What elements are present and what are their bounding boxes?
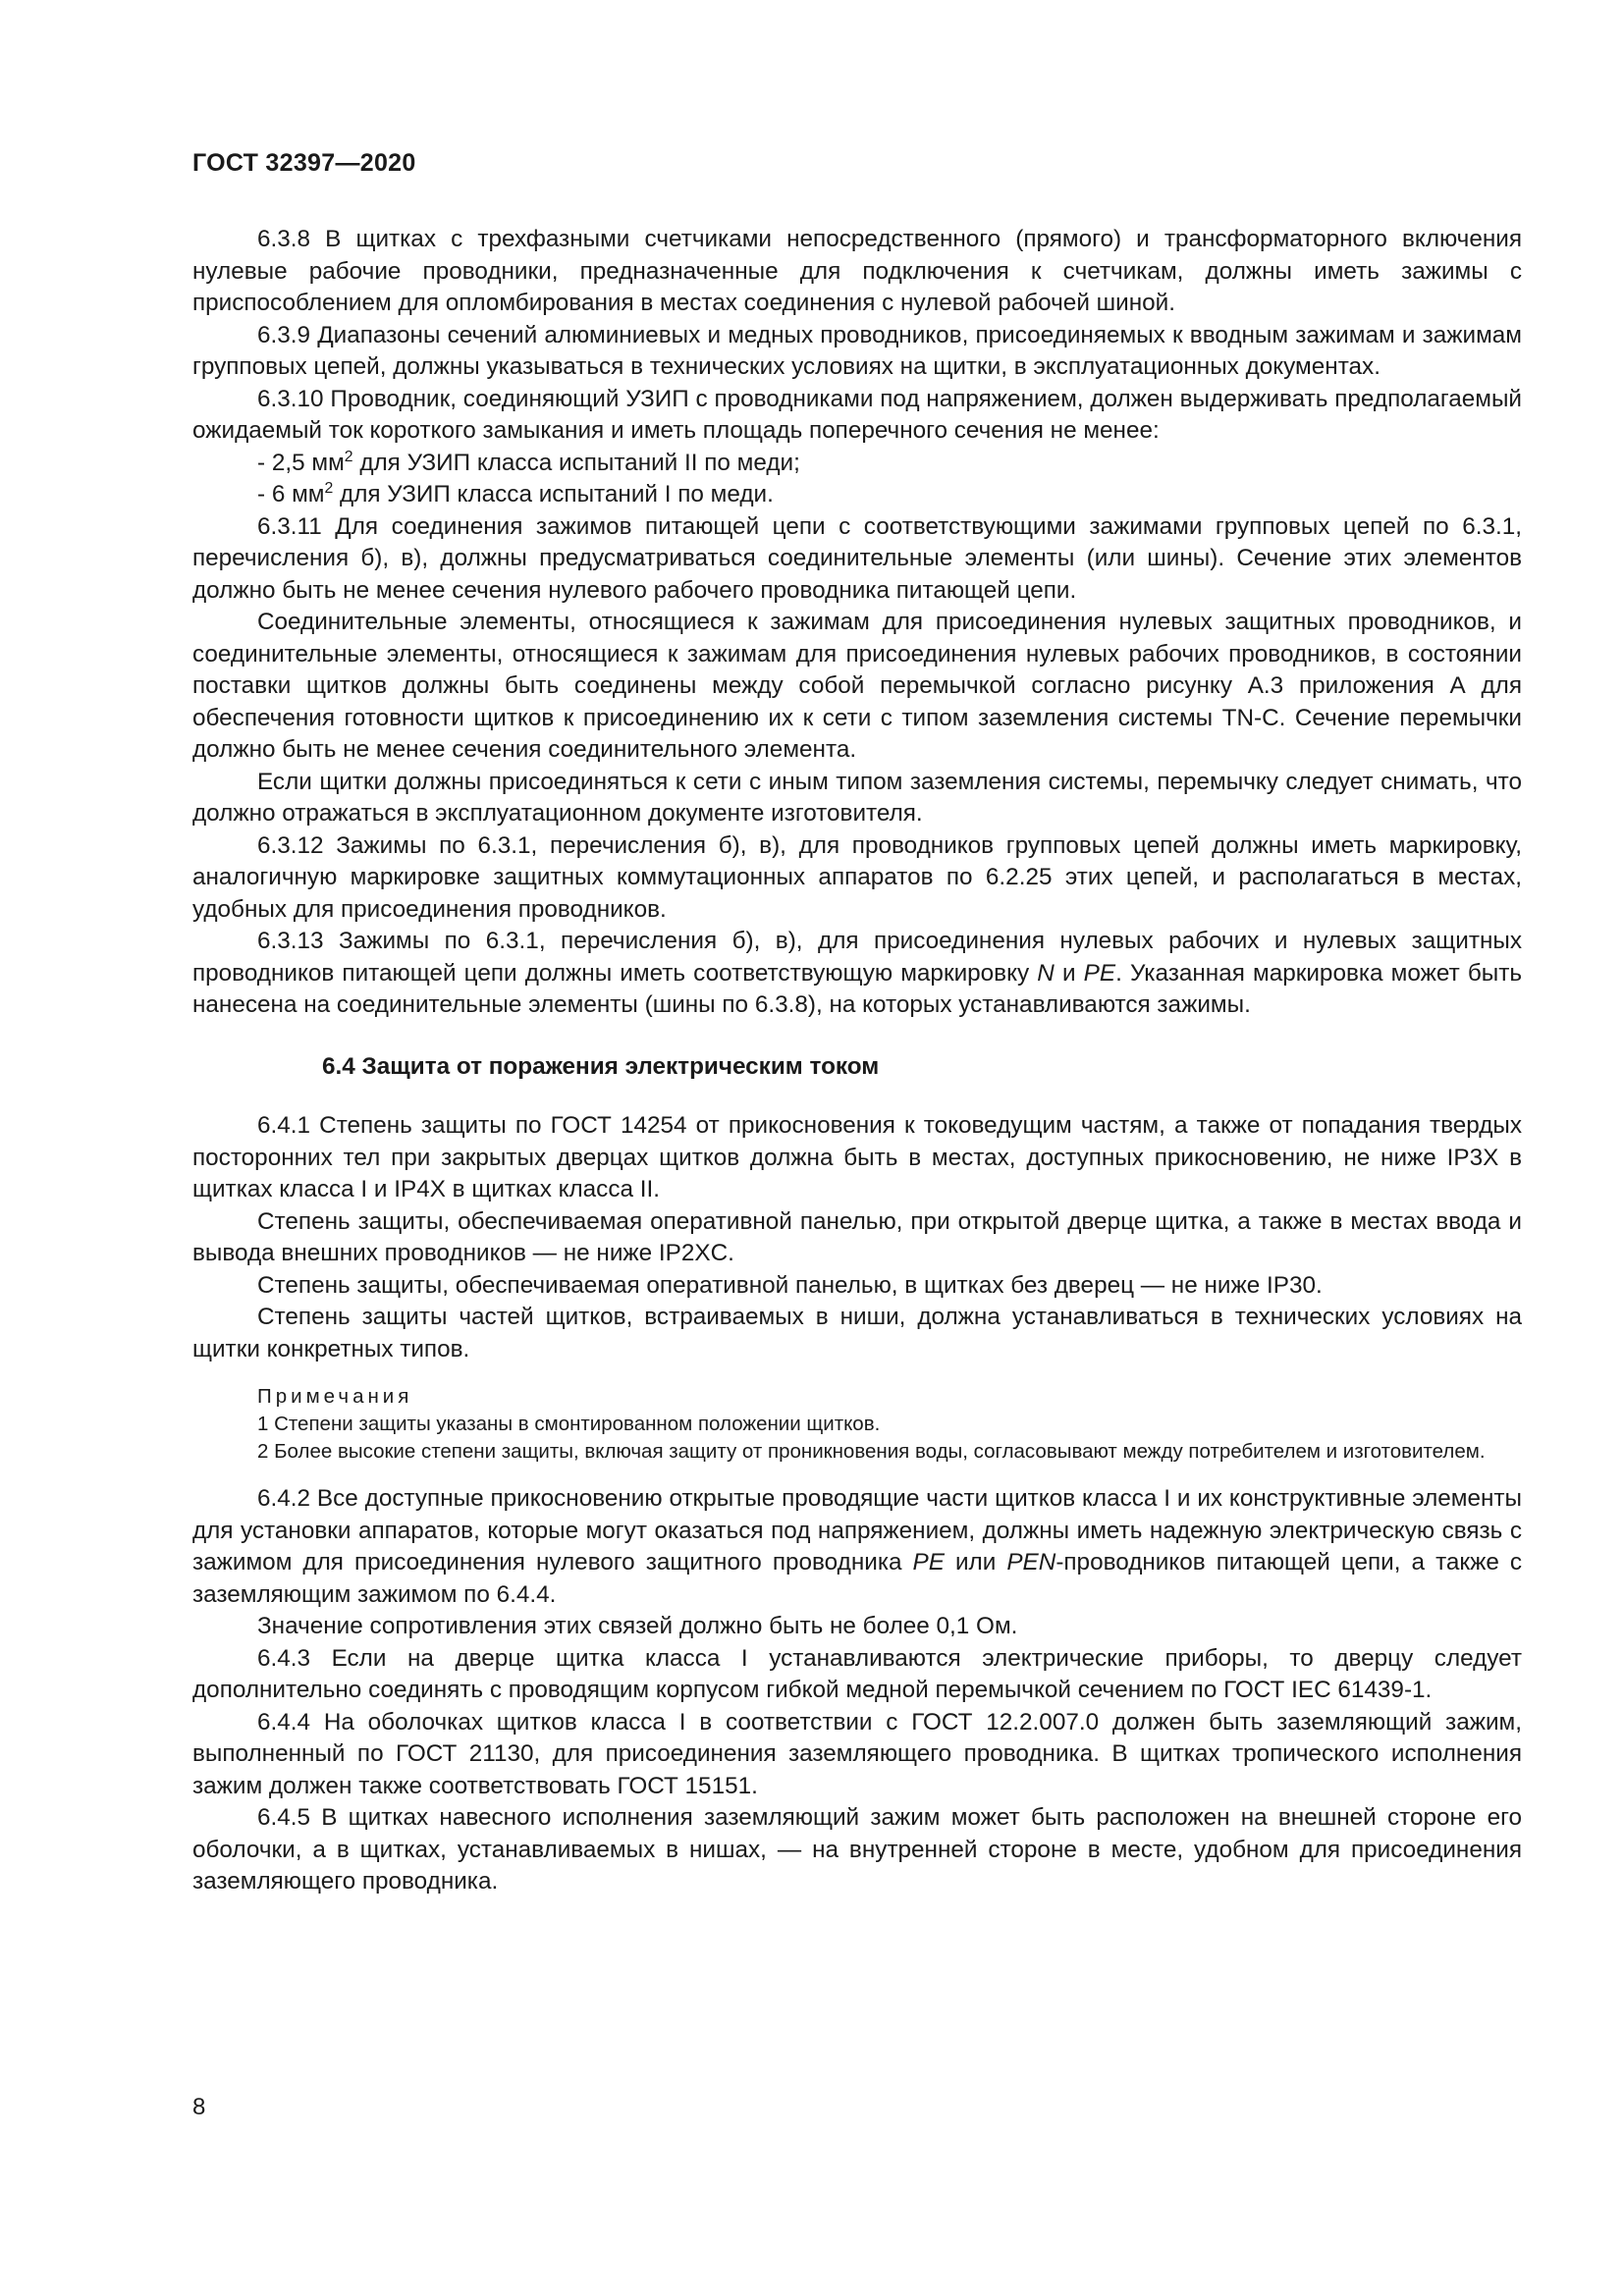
marking-pe: PE — [1083, 959, 1116, 987]
paragraph-6-3-10: 6.3.10 Проводник, соединяющий УЗИП с проводниками под напряжением, должен выдерживать предполагаемый ожидаемый ток короткого замыкания и иметь площадь поперечного сечения не менее: — [192, 385, 1522, 444]
paragraph-connecting-elements: Соединительные элементы, относящиеся к зажимам для присоединения нулевых защитных проводников, и соединительные элементы, относящиеся к зажимам для присоединения нулевых рабочих проводников, в состоянии поставки щитков должны быть соединены между собой перемычкой согласно рисунку А.3 приложения А для обеспечения готовности щитков к присоединению их к сети с типом заземления системы TN-C. Сечение перемычки должно быть не менее сечения соединительного элемента. — [192, 609, 1522, 763]
marking-pe: PE — [912, 1549, 945, 1575]
document-body — [192, 224, 1522, 1898]
paragraph-6-3-12: 6.3.12 Зажимы по 6.3.1, перечисления б), в), для проводников групповых цепей должны иметь маркировку, аналогичную маркировке защитных коммутационных аппаратов по 6.2.25 этих цепей, и располагаться в местах, удобных для присоединения проводников. — [192, 831, 1522, 923]
paragraph-other-grounding: Если щитки должны присоединяться к сети с иным типом заземления системы, перемычку следует снимать, что должно отражаться в эксплуатационном документе изготовителя. — [192, 768, 1522, 827]
marking-n: N — [1037, 959, 1055, 987]
paragraph-6-3-9: 6.3.9 Диапазоны сечений алюминиевых и медных проводников, присоединяемых к вводным зажимам и зажимам групповых цепей, должны указываться в технических условиях на щитки, в эксплуатационных документах. — [192, 321, 1522, 380]
paragraph-protection-degree-no-door: Степень защиты, обеспечиваемая оперативной панелью, в щитках без дверец — не ниже IP30. — [257, 1271, 1323, 1299]
list-item-text: для УЗИП класса испытаний I по меди. — [333, 481, 774, 507]
list-item-cross-section-2-5 — [192, 448, 1522, 480]
note-2: 2 Более высокие степени защиты, включая защиту от проникновения воды, согласовывают между потребителем и изготовителем. — [257, 1440, 1486, 1463]
section-heading-6-4: 6.4 Защита от поражения электрическим током — [322, 1052, 880, 1080]
text-run: . Указанная маркировка может быть нанесена на соединительные элементы (шины по 6.3.8), на которых устанавливаются зажимы. — [192, 959, 1522, 1018]
text-run: и — [1054, 959, 1084, 987]
notes-title: Примечания — [257, 1385, 413, 1408]
list-item-cross-section-6 — [192, 479, 1522, 511]
paragraph-6-3-11: 6.3.11 Для соединения зажимов питающей цепи с соответствующими зажимами групповых цепей по 6.3.1, перечисления б), в), должны предусматриваться соединительные элементы (или шины). Сечение этих элементов должно быть не менее сечения нулевого рабочего проводника питающей цепи. — [192, 512, 1522, 604]
list-item-text: - 6 мм — [257, 481, 325, 507]
list-item-text: для УЗИП класса испытаний II по меди; — [352, 449, 800, 476]
paragraph-protection-degree-niche: Степень защиты частей щитков, встраиваемых в ниши, должна устанавливаться в технических условиях на щитки конкретных типов. — [192, 1304, 1522, 1362]
superscript: 2 — [344, 448, 353, 465]
note-1: 1 Степени защиты указаны в смонтированном положении щитков. — [257, 1413, 881, 1435]
document-header: ГОСТ 32397—2020 — [192, 149, 416, 177]
paragraph-6-4-1: 6.4.1 Степень защиты по ГОСТ 14254 от прикосновения к токоведущим частям, а также от попадания твердых посторонних тел при закрытых дверцах щитков должна быть в местах, доступных прикосновению, не ниже IP3X в щитках класса I и IP4X в щитках класса II. — [192, 1112, 1522, 1202]
paragraph-6-4-3: 6.4.3 Если на дверце щитка класса I устанавливаются электрические приборы, то дверцу следует дополнительно соединять с проводящим корпусом гибкой медной перемычкой сечением по ГОСТ IEC 61439-1. — [192, 1644, 1522, 1703]
list-item-text: - 2,5 мм — [257, 449, 345, 476]
paragraph-6-3-13 — [192, 926, 1522, 1022]
paragraph-protection-degree-open-door: Степень защиты, обеспечиваемая оперативной панелью, при открытой дверце щитка, а также в местах ввода и вывода внешних проводников — не ниже IP2XC. — [192, 1207, 1522, 1266]
text-run: -проводников питающей цепи, а также с заземляющим зажимом по 6.4.4. — [192, 1549, 1523, 1608]
text-run: или — [944, 1549, 1007, 1575]
paragraph-6-4-4: 6.4.4 На оболочках щитков класса I в соответствии с ГОСТ 12.2.007.0 должен быть заземляющий зажим, выполненный по ГОСТ 21130, для присоединения заземляющего проводника. В щитках тропического исполнения зажим должен также соответствовать ГОСТ 15151. — [192, 1708, 1522, 1799]
page-number: 8 — [192, 2094, 206, 2120]
paragraph-resistance: Значение сопротивления этих связей должно быть не более 0,1 Ом. — [257, 1613, 1018, 1639]
marking-pen: PEN — [1006, 1549, 1056, 1575]
text-run: 6.4.2 Все доступные прикосновению открытые проводящие части щитков класса I и их конструктивные элементы для установки аппаратов, которые могут оказаться под напряжением, должны иметь надежную электрическую связь с зажимом для присоединения нулевого защитного проводника — [192, 1485, 1522, 1575]
notes-block — [192, 1383, 1522, 1466]
superscript: 2 — [324, 479, 334, 497]
paragraph-6-4-2 — [192, 1483, 1522, 1611]
text-run: 6.3.13 Зажимы по 6.3.1, перечисления б), в), для присоединения нулевых рабочих и нулевых защитных проводников питающей цепи должны иметь соответствующую маркировку — [192, 928, 1522, 987]
paragraph-6-4-5: 6.4.5 В щитках навесного исполнения заземляющий зажим может быть расположен на внешней стороне его оболочки, а в щитках, устанавливаемых в нишах, — на внутренней стороне в месте, удобном для присоединения заземляющего проводника. — [192, 1804, 1522, 1895]
paragraph-6-3-8: 6.3.8 В щитках с трехфазными счетчиками непосредственного (прямого) и трансформаторного включения нулевые рабочие проводники, предназначенные для подключения к счетчикам, должны иметь зажимы с приспособлением для опломбирования в местах соединения с нулевой рабочей шиной. — [192, 226, 1522, 316]
